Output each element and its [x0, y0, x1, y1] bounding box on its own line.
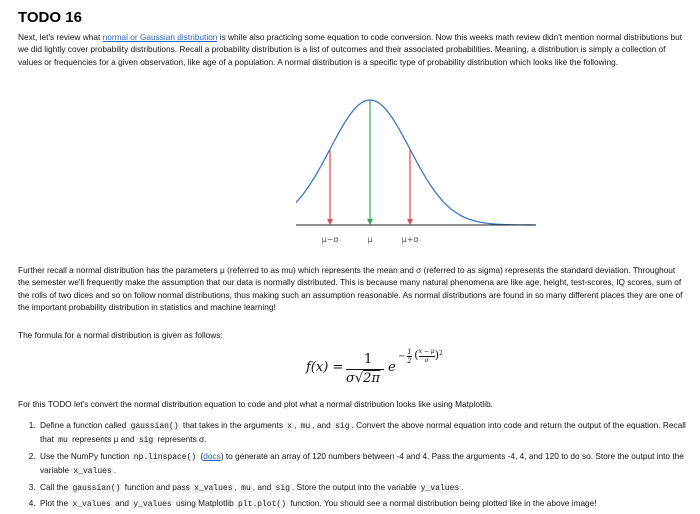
- formula-den-sigma: σ: [346, 371, 355, 386]
- exp-half-num: 1: [407, 348, 412, 356]
- parameters-paragraph: Further recall a normal distribution has the parameters μ (referred to as mu) which represents the mean and σ (referred to as sigma) represents the standard deviation. Throughout the semester we'll frequently make the assumption that our data is normally distributed. This is because many natural phenomena are like age, height, test-scores, IQ scores, sum of the rolls of two dices and so on follow normal distributions, thus making such an assumption reasonable. As normal distributions are found in so many different places they are one of the important probability distribution in statistics and machine learning!: [18, 265, 683, 313]
- label-mu-minus-sigma: μ−σ: [321, 235, 339, 244]
- formula-intro: The formula for a normal distribution is given as follows:: [18, 330, 223, 340]
- step-1: 1. Define a function called gaussian() that takes in the arguments x , mu , and sig . Convert the above normal equation into code and return the output of the equation. Recall that mu represents μ and sig represents σ.: [38, 419, 698, 448]
- mu-arrow: [367, 100, 373, 225]
- intro-paragraph: [18, 31, 686, 68]
- formula-numerator: 1: [364, 352, 373, 367]
- formula-denominator: [346, 371, 380, 386]
- exp-half-den: 2: [407, 357, 412, 365]
- bell-curve: [296, 100, 536, 225]
- normal-distribution-figure: [296, 92, 536, 252]
- exp-frac-num: x − μ: [418, 348, 435, 355]
- exp-minus: −: [398, 351, 405, 361]
- step-2: 2. Use the NumPy function np.linspace() (docs) to generate an array of 120 numbers between -4 and 4. Pass the arguments -4, 4, and 120 to do so. Store the output into the variable x_values .: [38, 450, 698, 479]
- docs-link[interactable]: docs: [203, 450, 221, 461]
- label-mu-plus-sigma: μ+σ: [401, 235, 419, 244]
- steps-list: [18, 419, 698, 513]
- formula-base: e: [388, 360, 396, 375]
- mu-plus-sigma-arrow: [407, 150, 413, 225]
- todo-intro: For this TODO let's convert the normal distribution equation to code and plot what a normal distribution looks like using Matplotlib.: [18, 399, 493, 409]
- page-title: TODO 16: [18, 9, 82, 26]
- formula-den-root: 2π: [363, 371, 380, 386]
- intro-text-after: is while also practicing some equation to code conversion. Now this weeks math review didn't mention normal distributions but we did lightly cover probability distributions. Recall a probability distribution is a list of outcomes and their associated probabilities. Meaning, a distribution is simply a collection of values or frequencies for a given observation, like age of a population. A normal distribution is a specific type of probability distribution which looks like the following.: [18, 32, 683, 67]
- formula-exponent: − $\frac{1}{2}$ ( $\frac{x - \mu}{\sigma}$ )$^2$: [398, 348, 443, 365]
- sqrt-icon: √: [354, 371, 364, 386]
- exp-power: 2: [438, 349, 443, 357]
- step-4: 4. Plot the x_values and y_values using Matplotlib plt.plot() function. You should see a normal distribution being plotted like in the above image!: [38, 497, 698, 511]
- step-3: 3. Call the gaussian() function and pass x_values , mu , and sig . Store the output into the variable y_values .: [38, 481, 698, 495]
- formula-lhs: f(x) =: [306, 360, 344, 375]
- label-mu: μ: [367, 235, 373, 244]
- intro-text-before: Next, let's review what: [18, 32, 103, 42]
- mu-minus-sigma-arrow: [327, 150, 333, 225]
- exp-frac-den: σ: [424, 357, 429, 364]
- normal-distribution-link[interactable]: normal or Gaussian distribution: [102, 32, 218, 42]
